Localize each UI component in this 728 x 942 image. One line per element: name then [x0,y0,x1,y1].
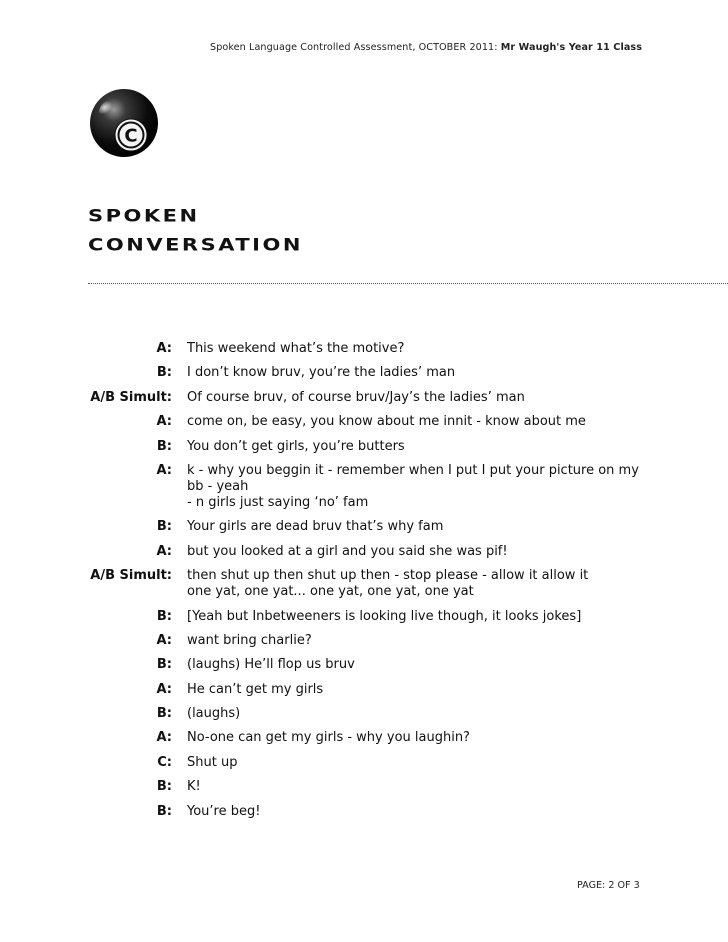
speaker-label: B: [156,438,172,454]
utterance-text: You’re beg! [187,803,261,819]
speaker-label: B: [156,608,172,624]
speaker-label: C: [157,754,172,770]
transcript-row [0,633,728,649]
utterance-text: Shut up [187,754,238,770]
transcript-row [0,657,728,673]
transcript-row [0,414,728,430]
copyright-ball-icon [88,87,160,159]
speaker-label: B: [156,519,172,535]
page-header [210,42,710,53]
transcript-row [0,730,728,746]
transcript [0,341,728,828]
transcript-row [0,682,728,698]
title-line-2: conversation [88,228,303,257]
speaker-label: A: [156,462,172,478]
header-text: Spoken Language Controlled Assessment, OCTOBER 2011: [210,42,501,53]
transcript-row [0,341,728,357]
utterance-text: He can’t get my girls [187,681,324,697]
svg-text:C: C [124,125,138,147]
utterance-text: No-one can get my girls - why you laughin? [187,730,470,746]
utterance-text: come on, be easy, you know about me innit - know about me [187,414,586,430]
speaker-label: A: [156,681,172,697]
speaker-label: B: [156,803,172,819]
speaker-label: B: [156,365,172,381]
speaker-label: A/B Simult: [90,568,172,584]
utterance-text: [Yeah but Inbetweeners is looking live though, it looks jokes] [187,608,582,624]
utterance-text: want bring charlie? [187,632,312,648]
speaker-label: A: [156,341,172,356]
utterance-text: This weekend what’s the motive? [187,341,405,356]
speaker-label: A: [156,543,172,559]
utterance-text: I don’t know bruv, you’re the ladies’ man [187,365,456,381]
transcript-row [0,439,728,455]
transcript-row [0,463,728,511]
utterance-text: K! [187,779,201,795]
transcript-row [0,390,728,406]
page-number: PAGE: 2 OF 3 [577,880,640,891]
speaker-label: B: [156,779,172,795]
utterance-text: (laughs) [187,706,241,722]
header-class-label: Mr Waugh's Year 11 Class [500,42,643,53]
transcript-row [0,779,728,795]
utterance-text: Of course bruv, of course bruv/Jay’s the ladies’ man [187,389,525,405]
utterance-text: You don’t get girls, you’re butters [187,438,405,454]
transcript-row [0,544,728,560]
transcript-row [0,519,728,535]
speaker-label: A/B Simult: [90,389,172,405]
divider [88,283,728,284]
utterance-text: then shut up then shut up then - stop please - allow it allow it one yat, one yat... one yat, one yat, one yat [187,568,589,600]
transcript-row [0,609,728,625]
utterance-text: but you looked at a girl and you said she was pif! [187,543,508,559]
title-line-1: spoken [88,200,200,228]
utterance-text: Your girls are dead bruv that’s why fam [187,519,444,535]
speaker-label: A: [156,632,172,648]
transcript-row [0,568,728,600]
utterance-text: (laughs) He’ll flop us bruv [187,657,355,673]
speaker-label: A: [156,414,172,430]
transcript-row [0,706,728,722]
page-title [88,200,303,258]
transcript-row [0,804,728,820]
speaker-label: B: [156,657,172,673]
speaker-label: A: [156,730,172,746]
speaker-label: B: [156,706,172,722]
transcript-row [0,365,728,381]
utterance-text: k - why you beggin it - remember when I put I put your picture on my bb - yeah - n girls just saying ‘no’ fam [187,462,639,510]
transcript-row [0,755,728,771]
